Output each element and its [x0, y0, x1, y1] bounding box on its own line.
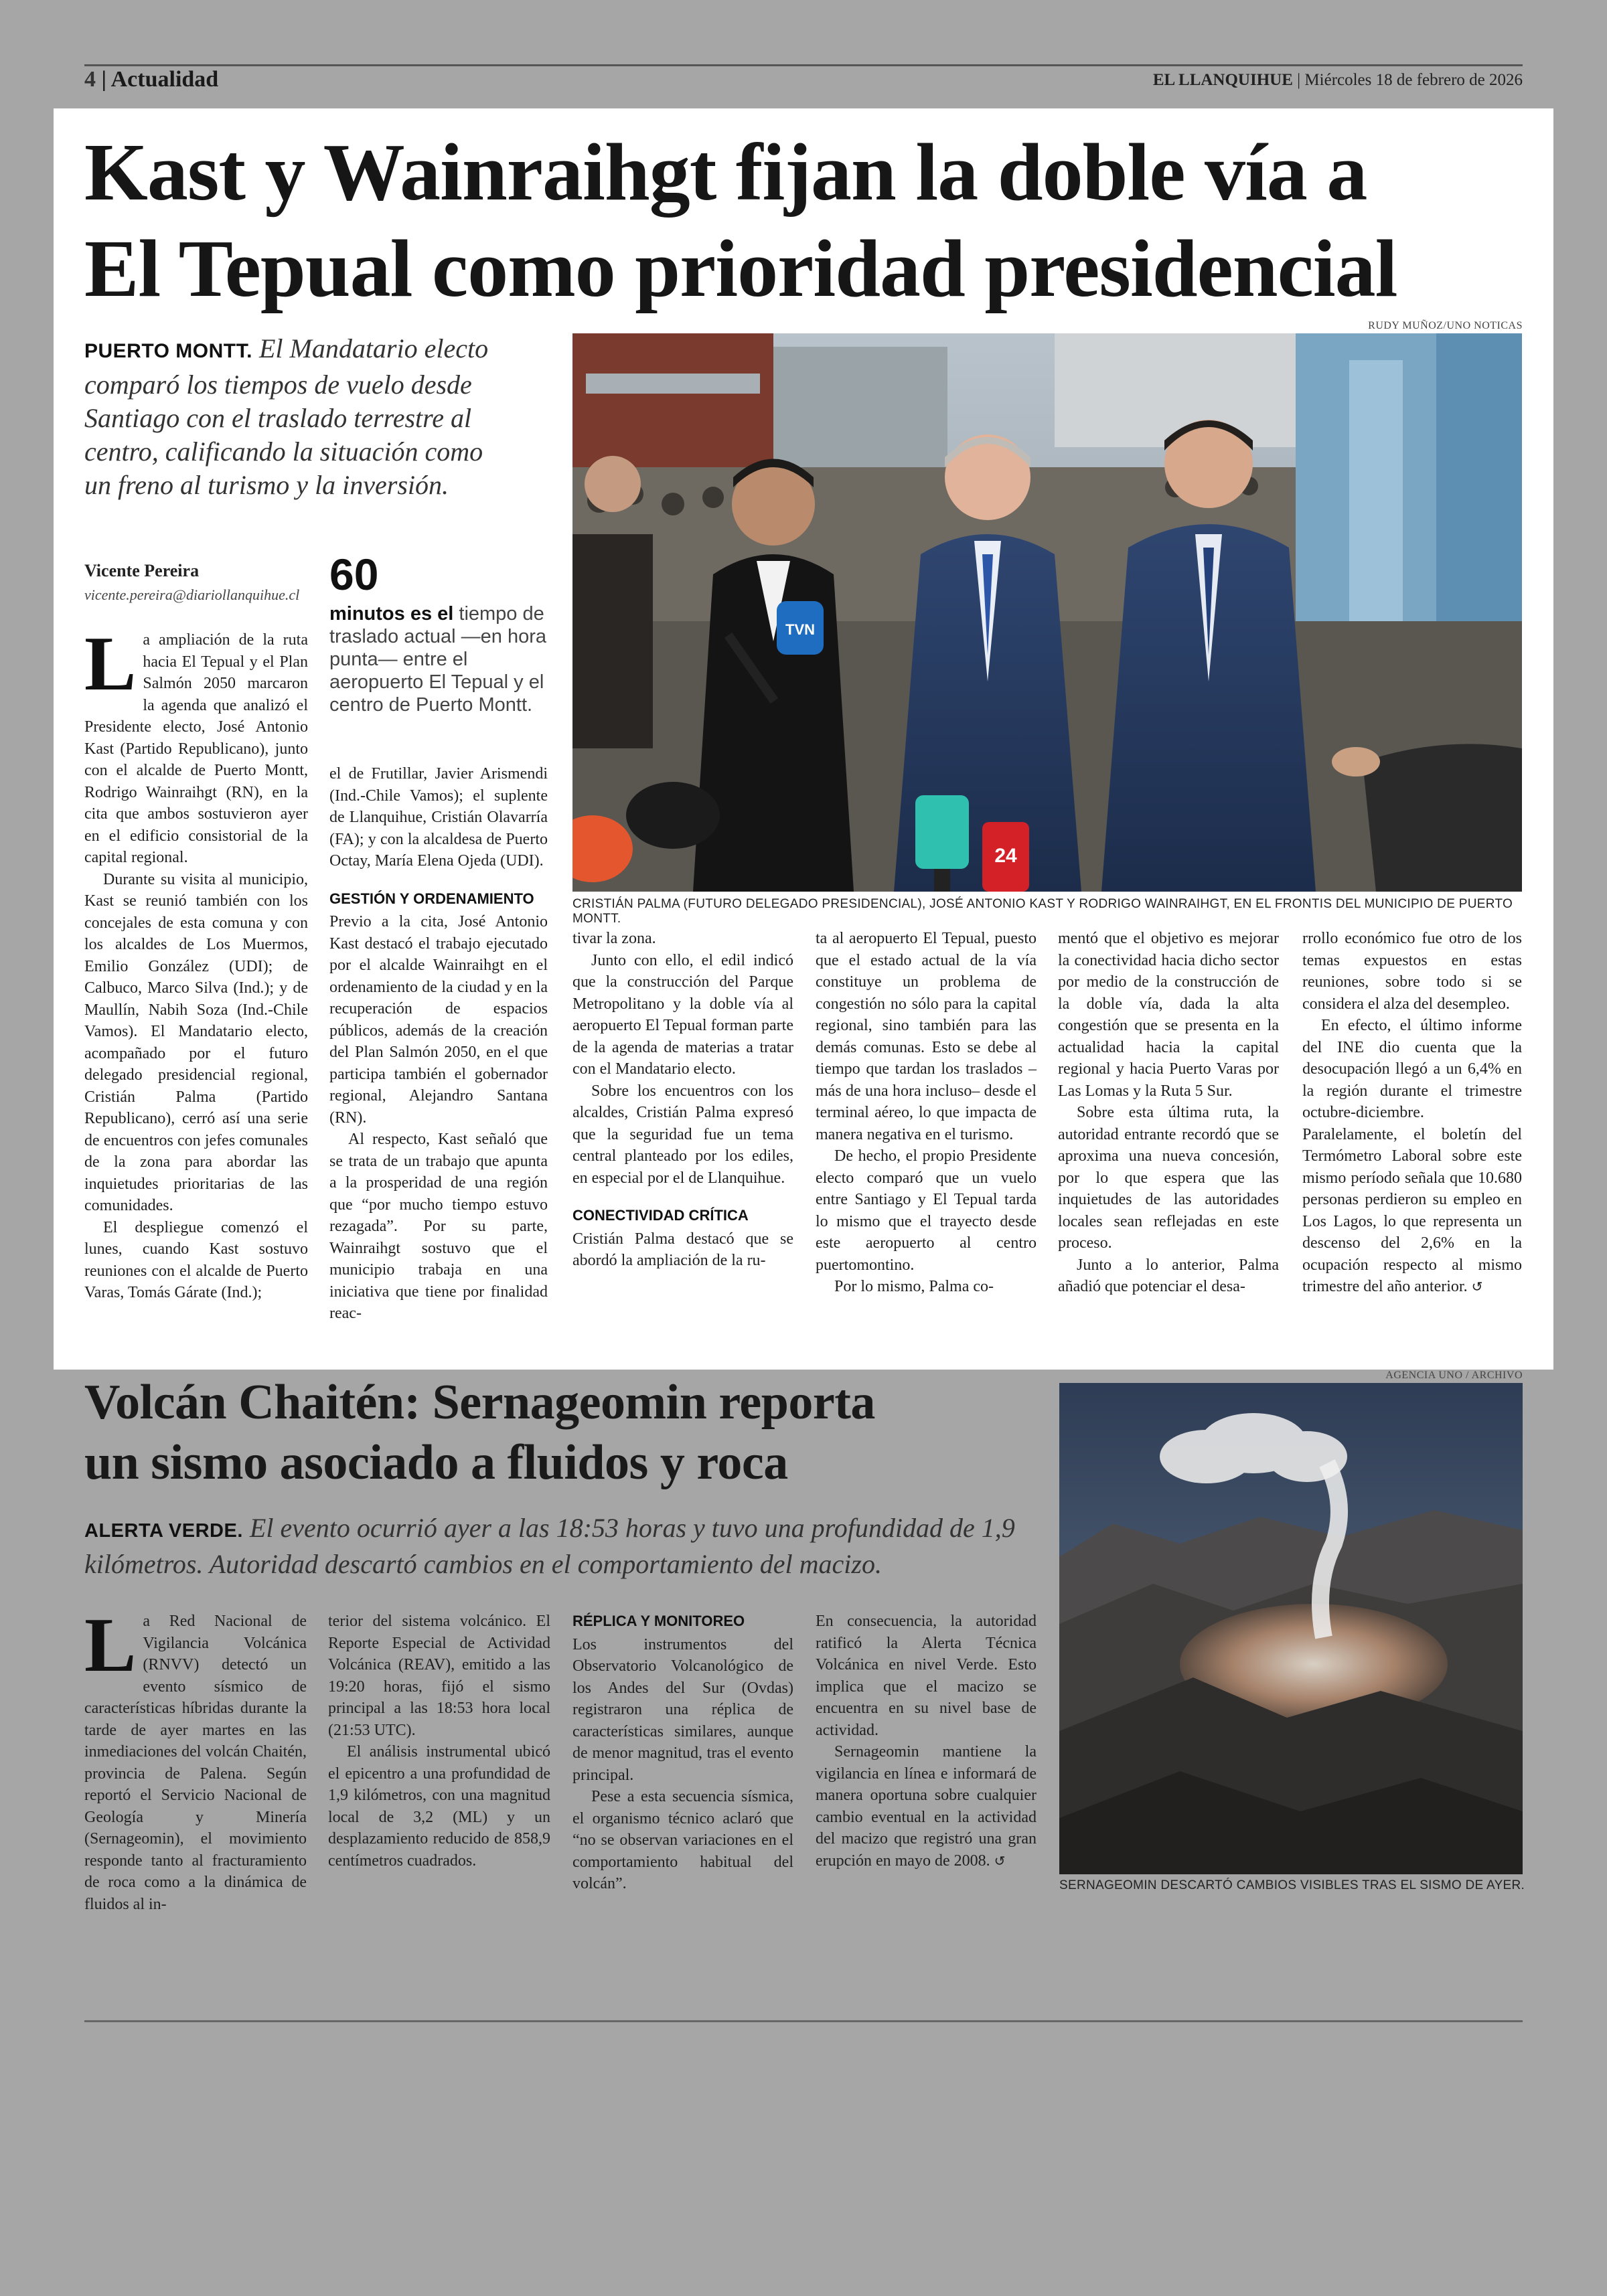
- article-headline: [84, 125, 1531, 317]
- paragraph: La ampliación de la ruta hacia El Tepual y el Plan Salmón 2050 marcaron la agenda que analizó el Presidente electo, José Antonio Kast (Partido Republicano), junto con el alcalde de Puerto Montt, Rodrigo Wainraihgt (RN), en la cita que ambos sostuvieron ayer en el edificio consistorial de la capital regional.: [84, 621, 308, 866]
- paragraph: rrollo económico fue otro de los temas expuestos en estas reuniones, sobre todo si se considera el alza del desempleo.: [1302, 930, 1522, 1013]
- mic-icon-red: [982, 822, 1029, 892]
- article-column-2: [329, 763, 548, 1325]
- header-rule: [84, 64, 1523, 66]
- mic-badge-24: 24: [994, 845, 1017, 867]
- article2-column-1: [84, 1603, 307, 1915]
- subheading: GESTIÓN Y ORDENAMIENTO: [329, 890, 534, 907]
- newspaper-name: EL LLANQUIHUE: [1152, 71, 1293, 89]
- article2-column-2: [328, 1611, 550, 1872]
- issue-date: Miércoles 18 de febrero de 2026: [1304, 71, 1523, 89]
- article2-column-3: [572, 1611, 793, 1895]
- headline2-line-2: un sismo asociado a fluidos y roca: [84, 1435, 788, 1490]
- headline2-line-1: Volcán Chaitén: Sernageomin reporta: [84, 1375, 875, 1430]
- volcano-image: [1059, 1383, 1523, 1874]
- lead-text: El Mandatario electo comparó los tiempos de vuelo desde Santiago con el traslado terrestre al centro, calificando la situación como un freno al turismo y la inversión.: [84, 333, 489, 500]
- paragraph: En efecto, el último informe del INE dio cuenta que la desocupación llegó a un 6,4% en la región durante el trimestre octubre-diciembre. Paralelamente, el boletín del Termómetro Laboral sobre este mismo período señala que 10.680 personas perdieron su empleo en Los Lagos, lo que representa un descenso del 2,6% en la ocupación respecto al mismo trimestre del año anterior. ↺: [1302, 1017, 1522, 1295]
- drop-cap: L: [84, 621, 137, 707]
- article2-lead: [84, 1511, 1049, 1581]
- stat-callout: [329, 602, 557, 716]
- paragraph: el de Frutillar, Javier Arismendi (Ind.-Chile Vamos); el suplente de Llanquihue, Cristián Olavarría (FA); y con la alcaldesa de Puerto Octay, María Elena Ojeda (UDI).: [329, 765, 548, 870]
- article2-column-4: [816, 1611, 1037, 1872]
- section-divider: |: [101, 67, 111, 92]
- paragraph: Sobre esta última ruta, la autoridad entrante recordó que se aproxima una nueva concesión, por lo que espera que las inquietudes de las autoridades locales sean reflejadas en este proceso.: [1058, 1104, 1279, 1252]
- page-number: 4: [84, 67, 96, 92]
- subheading: CONECTIVIDAD CRÍTICA: [572, 1207, 749, 1224]
- drop-cap: L: [84, 1603, 137, 1688]
- paragraph: terior del sistema volcánico. El Reporte Especial de Actividad Volcánica (REAV), emitido a las 19:20 horas, fijó el sismo principal a las 18:53 hora local (21:53 UTC).: [328, 1613, 550, 1739]
- photo-image: [572, 333, 1522, 892]
- headline-line-2: El Tepual como prioridad presidencial: [84, 224, 1397, 314]
- stat-number: 60: [329, 550, 379, 599]
- photo-credit: RUDY MUÑOZ/UNO NOTICAS: [1368, 320, 1523, 331]
- headline-line-1: Kast y Wainraihgt fijan la doble vía a: [84, 127, 1367, 218]
- paragraph: tivar la zona.: [572, 930, 656, 947]
- article2-headline: [84, 1372, 1022, 1493]
- mic-badge-tvn: TVN: [785, 621, 815, 638]
- end-mark-icon: ↺: [1471, 1279, 1483, 1295]
- paragraph: ta al aeropuerto El Tepual, puesto que el estado actual de la vía constituye un problema de congestión no sólo para la capital regional, sino también para las demás comunas. Esto se debe al tiempo que tardan los traslados –más de una hora incluso– desde el terminal aéreo, lo que impacta de manera negativa en el turismo.: [816, 930, 1037, 1143]
- paragraph: Cristián Palma destacó que se abordó la ampliación de la ru-: [572, 1230, 793, 1269]
- masthead-divider: |: [1297, 71, 1305, 89]
- paragraph: Junto a lo anterior, Palma añadió que potenciar el desa-: [1058, 1256, 1279, 1295]
- paragraph: Por lo mismo, Palma co-: [834, 1278, 994, 1295]
- section-label: [84, 67, 218, 92]
- paragraph: El despliegue comenzó el lunes, cuando Kast sostuvo reuniones con el alcalde de Puerto Varas, Tomás Gárate (Ind.);: [84, 1218, 308, 1301]
- subheading: RÉPLICA Y MONITOREO: [572, 1613, 745, 1629]
- paragraph: Sobre los encuentros con los alcaldes, Cristián Palma expresó que la seguridad fue un tema central planteado por los ediles, en especial por el de Llanquihue.: [572, 1082, 793, 1187]
- paragraph: La Red Nacional de Vigilancia Volcánica (RNVV) detectó un evento sísmico de características híbridas durante la tarde de ayer martes en las inmediaciones del volcán Chaitén, provincia de Palena. Según reportó el Servicio Nacional de Geología y Minería (Sernageomin), el movimiento responde tanto al fracturamiento de roca como a la dinámica de fluidos al in-: [84, 1603, 307, 1913]
- article-lead: [84, 332, 513, 502]
- paragraph: El análisis instrumental ubicó el epicentro a una profundidad de 1,9 kilómetros, con una magnitud local de 3,2 (ML) y un desplazamiento reducido de 858,9 centímetros cuadrados.: [328, 1743, 550, 1870]
- footer-rule: [84, 2020, 1523, 2022]
- stat-bold: minutos es el: [329, 603, 454, 625]
- mic-icon-dark: [626, 782, 720, 849]
- photo2-caption: SERNAGEOMIN DESCARTÓ CAMBIOS VISIBLES TRAS EL SISMO DE AYER.: [1059, 1878, 1525, 1892]
- paragraph: Al respecto, Kast señaló que se trata de un trabajo que apunta a la prosperidad de una región que “por mucho tiempo estuvo rezagada”. Por su parte, Wainraihgt sostuvo que el municipio trabaja en una iniciativa que tiene por finalidad reac-: [329, 1131, 548, 1322]
- masthead: [1153, 71, 1523, 90]
- paragraph: En consecuencia, la autoridad ratificó la Alerta Técnica Volcánica en nivel Verde. Esto implica que el macizo se encuentra en su nivel base de actividad.: [816, 1613, 1037, 1739]
- end-mark-icon: ↺: [994, 1852, 1006, 1869]
- article-column-3: [572, 928, 793, 1272]
- paragraph: mentó que el objetivo es mejorar la conectividad hacia dicho sector por medio de la construcción de la doble vía, dada la alta congestión que se presenta en la actualidad hacia la capital regional y hacia Puerto Varas por Las Lomas y la Ruta 5 Sur.: [1058, 930, 1279, 1100]
- lead2-text: El evento ocurrió ayer a las 18:53 horas y tuvo una profundidad de 1,9 kilómetros. Autoridad descartó cambios en el comportamiento del macizo.: [84, 1513, 1015, 1579]
- author-email[interactable]: vicente.pereira@diariollanquihue.cl: [84, 586, 300, 603]
- volcano-photo: [1059, 1383, 1523, 1874]
- stat-description: tiempo de traslado actual —en hora punta— entre el aeropuerto El Tepual y el centro de Puerto Montt.: [329, 603, 547, 716]
- article-column-4: [816, 928, 1037, 1298]
- paragraph: Los instrumentos del Observatorio Volcanológico de los Andes del Sur (Ovdas) registraron una réplica de características similares, aunque de menor magnitud, tras el evento principal.: [572, 1635, 793, 1784]
- paragraph: De hecho, el propio Presidente electo comparó que un vuelo entre Santiago y El Tepual tarda lo mismo que el trayecto desde este aeropuerto al centro puertomontino.: [816, 1147, 1037, 1274]
- photo2-credit: AGENCIA UNO / ARCHIVO: [1385, 1370, 1523, 1381]
- author-name: Vicente Pereira: [84, 561, 200, 580]
- paragraph: Durante su visita al municipio, Kast se reunió también con los concejales de esta comuna y con los alcaldes de Los Muermos, Emilio González (UDI); de Calbuco, Marco Silva (Ind.); y de Maullín, Nabih Soza (Ind.-Chile Vamos). El Mandatario electo, acompañado por el futuro delegado presidencial regional, Cristián Palma (Partido Republicano), cerró así una serie de encuentros con jefes comunales de la zona para abordar las inquietudes prioritarias de las comunidades.: [84, 870, 308, 1214]
- article-column-1: [84, 621, 308, 1304]
- paragraph: Junto con ello, el edil indicó que la construcción del Parque Metropolitano y la doble vía al aeropuerto El Tepual forman parte de la agenda de materias a tratar con el Mandatario electo.: [572, 951, 793, 1078]
- paragraph: Sernageomin mantiene la vigilancia en línea e informará de manera oportuna sobre cualquier cambio eventual en la actividad del macizo que registró una gran erupción en mayo de 2008. ↺: [816, 1743, 1037, 1870]
- article-column-5: [1058, 928, 1279, 1298]
- main-photo: [572, 333, 1522, 892]
- article-column-6: [1302, 928, 1522, 1298]
- lead-place: PUERTO MONTT.: [84, 340, 252, 362]
- paragraph: Previo a la cita, José Antonio Kast destacó el trabajo ejecutado por el alcalde Wainraihgt en el ordenamiento de la ciudad y en la recuperación de espacios públicos, además de la creación del Plan Salmón 2050, en el que participa también el gobernador regional, Alejandro Santana (RN).: [329, 913, 548, 1127]
- photo-caption: CRISTIÁN PALMA (FUTURO DELEGADO PRESIDENCIAL), JOSÉ ANTONIO KAST Y RODRIGO WAINRAIHGT, EN EL FRONTIS DEL MUNICIPIO DE PUERTO MONTT.: [572, 897, 1513, 926]
- tvn-mic-icon: [777, 601, 824, 655]
- lead2-place: ALERTA VERDE.: [84, 1520, 243, 1542]
- paragraph: Pese a esta secuencia sísmica, el organismo técnico aclaró que “no se observan variaciones en el comportamiento habitual del volcán”.: [572, 1788, 793, 1892]
- section-name: Actualidad: [110, 67, 219, 92]
